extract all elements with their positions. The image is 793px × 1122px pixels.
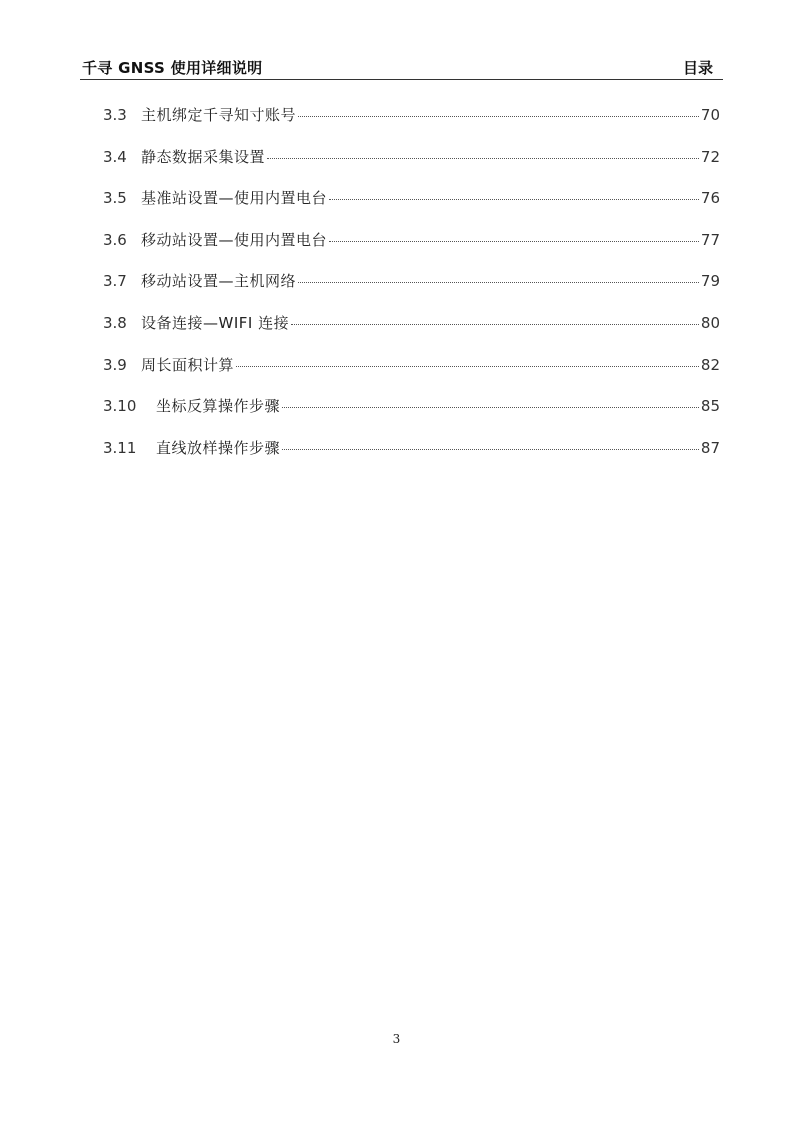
- document-title: 千寻 GNSS 使用详细说明: [82, 59, 263, 77]
- toc-entry-page[interactable]: 85: [700, 397, 720, 416]
- page-header: [80, 57, 723, 80]
- toc-entry-3-3[interactable]: [103, 104, 720, 146]
- toc-entry-number: 3.4: [103, 147, 127, 166]
- toc-dot-leader: [329, 241, 699, 242]
- toc-entry-3-10[interactable]: [103, 395, 720, 437]
- toc-entry-number: 3.6: [103, 230, 127, 249]
- toc-entry-3-8[interactable]: [103, 312, 720, 354]
- toc-entry-page[interactable]: 76: [700, 189, 720, 208]
- toc-entry-page[interactable]: 80: [700, 313, 720, 332]
- section-label: 目录: [682, 59, 713, 77]
- toc-entry-number: 3.3: [103, 106, 127, 124]
- toc-entry-page[interactable]: 79: [700, 272, 720, 291]
- toc-dot-leader: [282, 449, 699, 450]
- toc-entry-title[interactable]: 主机绑定千寻知寸账号: [141, 106, 297, 124]
- toc-entry-3-6[interactable]: [103, 229, 720, 271]
- toc-dot-leader: [298, 282, 699, 283]
- toc-entry-title[interactable]: 设备连接—WIFI 连接: [141, 313, 290, 332]
- toc-dot-leader: [267, 158, 699, 159]
- toc-entry-number: 3.5: [103, 189, 127, 208]
- toc-dot-leader: [282, 407, 699, 408]
- toc-dot-leader: [329, 199, 699, 200]
- toc-entry-number: 3.9: [103, 355, 127, 374]
- toc-dot-leader: [236, 366, 699, 367]
- toc-entry-page[interactable]: 72: [700, 147, 720, 166]
- toc-entry-3-7[interactable]: [103, 270, 720, 312]
- toc-entry-page[interactable]: 87: [700, 438, 720, 457]
- toc-entry-number: 3.8: [103, 313, 127, 332]
- toc-entry-title[interactable]: 坐标反算操作步骤: [156, 397, 281, 416]
- toc-dot-leader: [298, 116, 699, 117]
- table-of-contents: [103, 104, 720, 478]
- toc-entry-title[interactable]: 直线放样操作步骤: [156, 438, 281, 457]
- toc-entry-number: 3.7: [103, 272, 127, 291]
- toc-entry-title[interactable]: 移动站设置—使用内置电台: [141, 230, 328, 249]
- toc-entry-title[interactable]: 周长面积计算: [141, 355, 235, 374]
- toc-entry-title[interactable]: 基准站设置—使用内置电台: [141, 189, 328, 208]
- toc-entry-number: 3.10: [103, 397, 137, 416]
- toc-entry-title[interactable]: 静态数据采集设置: [141, 147, 266, 166]
- toc-entry-page[interactable]: 82: [700, 355, 720, 374]
- toc-entry-page[interactable]: 70: [700, 106, 720, 124]
- toc-entry-3-4[interactable]: [103, 146, 720, 188]
- toc-entry-number: 3.11: [103, 438, 137, 457]
- toc-dot-leader: [291, 324, 699, 325]
- toc-entry-title[interactable]: 移动站设置—主机网络: [141, 272, 297, 291]
- page-number: 3: [392, 1032, 401, 1046]
- toc-entry-3-9[interactable]: [103, 354, 720, 396]
- toc-entry-3-11[interactable]: [103, 437, 720, 479]
- toc-entry-3-5[interactable]: [103, 187, 720, 229]
- toc-entry-page[interactable]: 77: [700, 230, 720, 249]
